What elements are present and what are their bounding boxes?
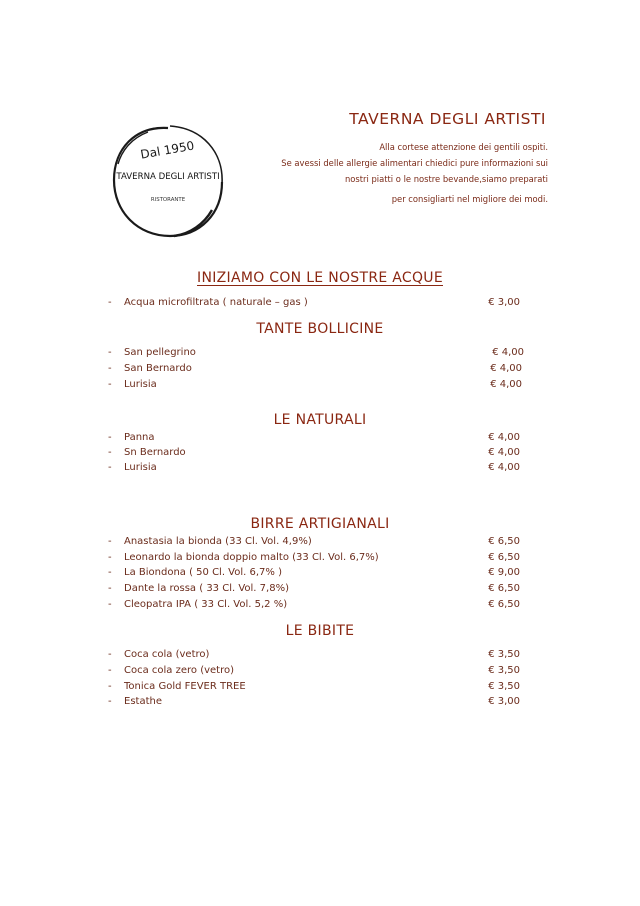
section-title-birre: BIRRE ARTIGIANALI (250, 516, 390, 532)
logo-sub-text: RISTORANTE (150, 197, 186, 203)
menu-item: - Acqua microfiltrata ( naturale – gas ) € 3,00 (108, 297, 520, 308)
logo-name-text: TAVERNA DEGLI ARTISTI (116, 172, 220, 182)
section-title-naturali: LE NATURALI (273, 412, 367, 428)
menu-item: - Panna € 4,00 (108, 432, 520, 443)
restaurant-title: TAVERNA DEGLI ARTISTI (349, 110, 546, 128)
note-line-4: per consigliarti nel migliore dei modi. (391, 194, 548, 204)
note-line-3: nostri piatti o le nostre bevande,siamo preparati (344, 174, 548, 184)
logo-taverna-degli-artisti (108, 124, 228, 240)
menu-item: - San pellegrino € 4,00 (108, 347, 524, 358)
menu-item: - Coca cola zero (vetro) € 3,50 (108, 665, 520, 676)
menu-item: - San Bernardo € 4,00 (108, 363, 522, 374)
menu-item: - Coca cola (vetro) € 3,50 (108, 649, 520, 660)
menu-item: - Tonica Gold FEVER TREE € 3,50 (108, 681, 520, 692)
menu-item: - Sn Bernardo € 4,00 (108, 447, 520, 458)
menu-item: - Leonardo la bionda doppio malto (33 Cl. Vol. 6,7%) € 6,50 (108, 552, 520, 563)
menu-item: - Anastasia la bionda (33 Cl. Vol. 4,9%) € 6,50 (108, 536, 520, 547)
logo-since-text: Dal 1950 (139, 138, 196, 162)
note-line-1: Alla cortese attenzione dei gentili ospiti. (379, 142, 548, 152)
menu-item: - Cleopatra IPA ( 33 Cl. Vol. 5,2 %) € 6,50 (108, 599, 520, 610)
section-title-bollicine: TANTE BOLLICINE (256, 321, 384, 337)
menu-item: - Lurisia € 4,00 (108, 462, 520, 473)
menu-item: - Dante la rossa ( 33 Cl. Vol. 7,8%) € 6,50 (108, 583, 520, 594)
section-title-acque: INIZIAMO CON LE NOSTRE ACQUE (197, 270, 443, 286)
menu-item: - La Biondona ( 50 Cl. Vol. 6,7% ) € 9,00 (108, 567, 520, 578)
menu-item: - Lurisia € 4,00 (108, 379, 522, 390)
note-line-2: Se avessi delle allergie alimentari chiedici pure informazioni sui (281, 158, 548, 168)
section-title-bibite: LE BIBITE (285, 623, 355, 639)
menu-item: - Estathe € 3,00 (108, 696, 520, 707)
